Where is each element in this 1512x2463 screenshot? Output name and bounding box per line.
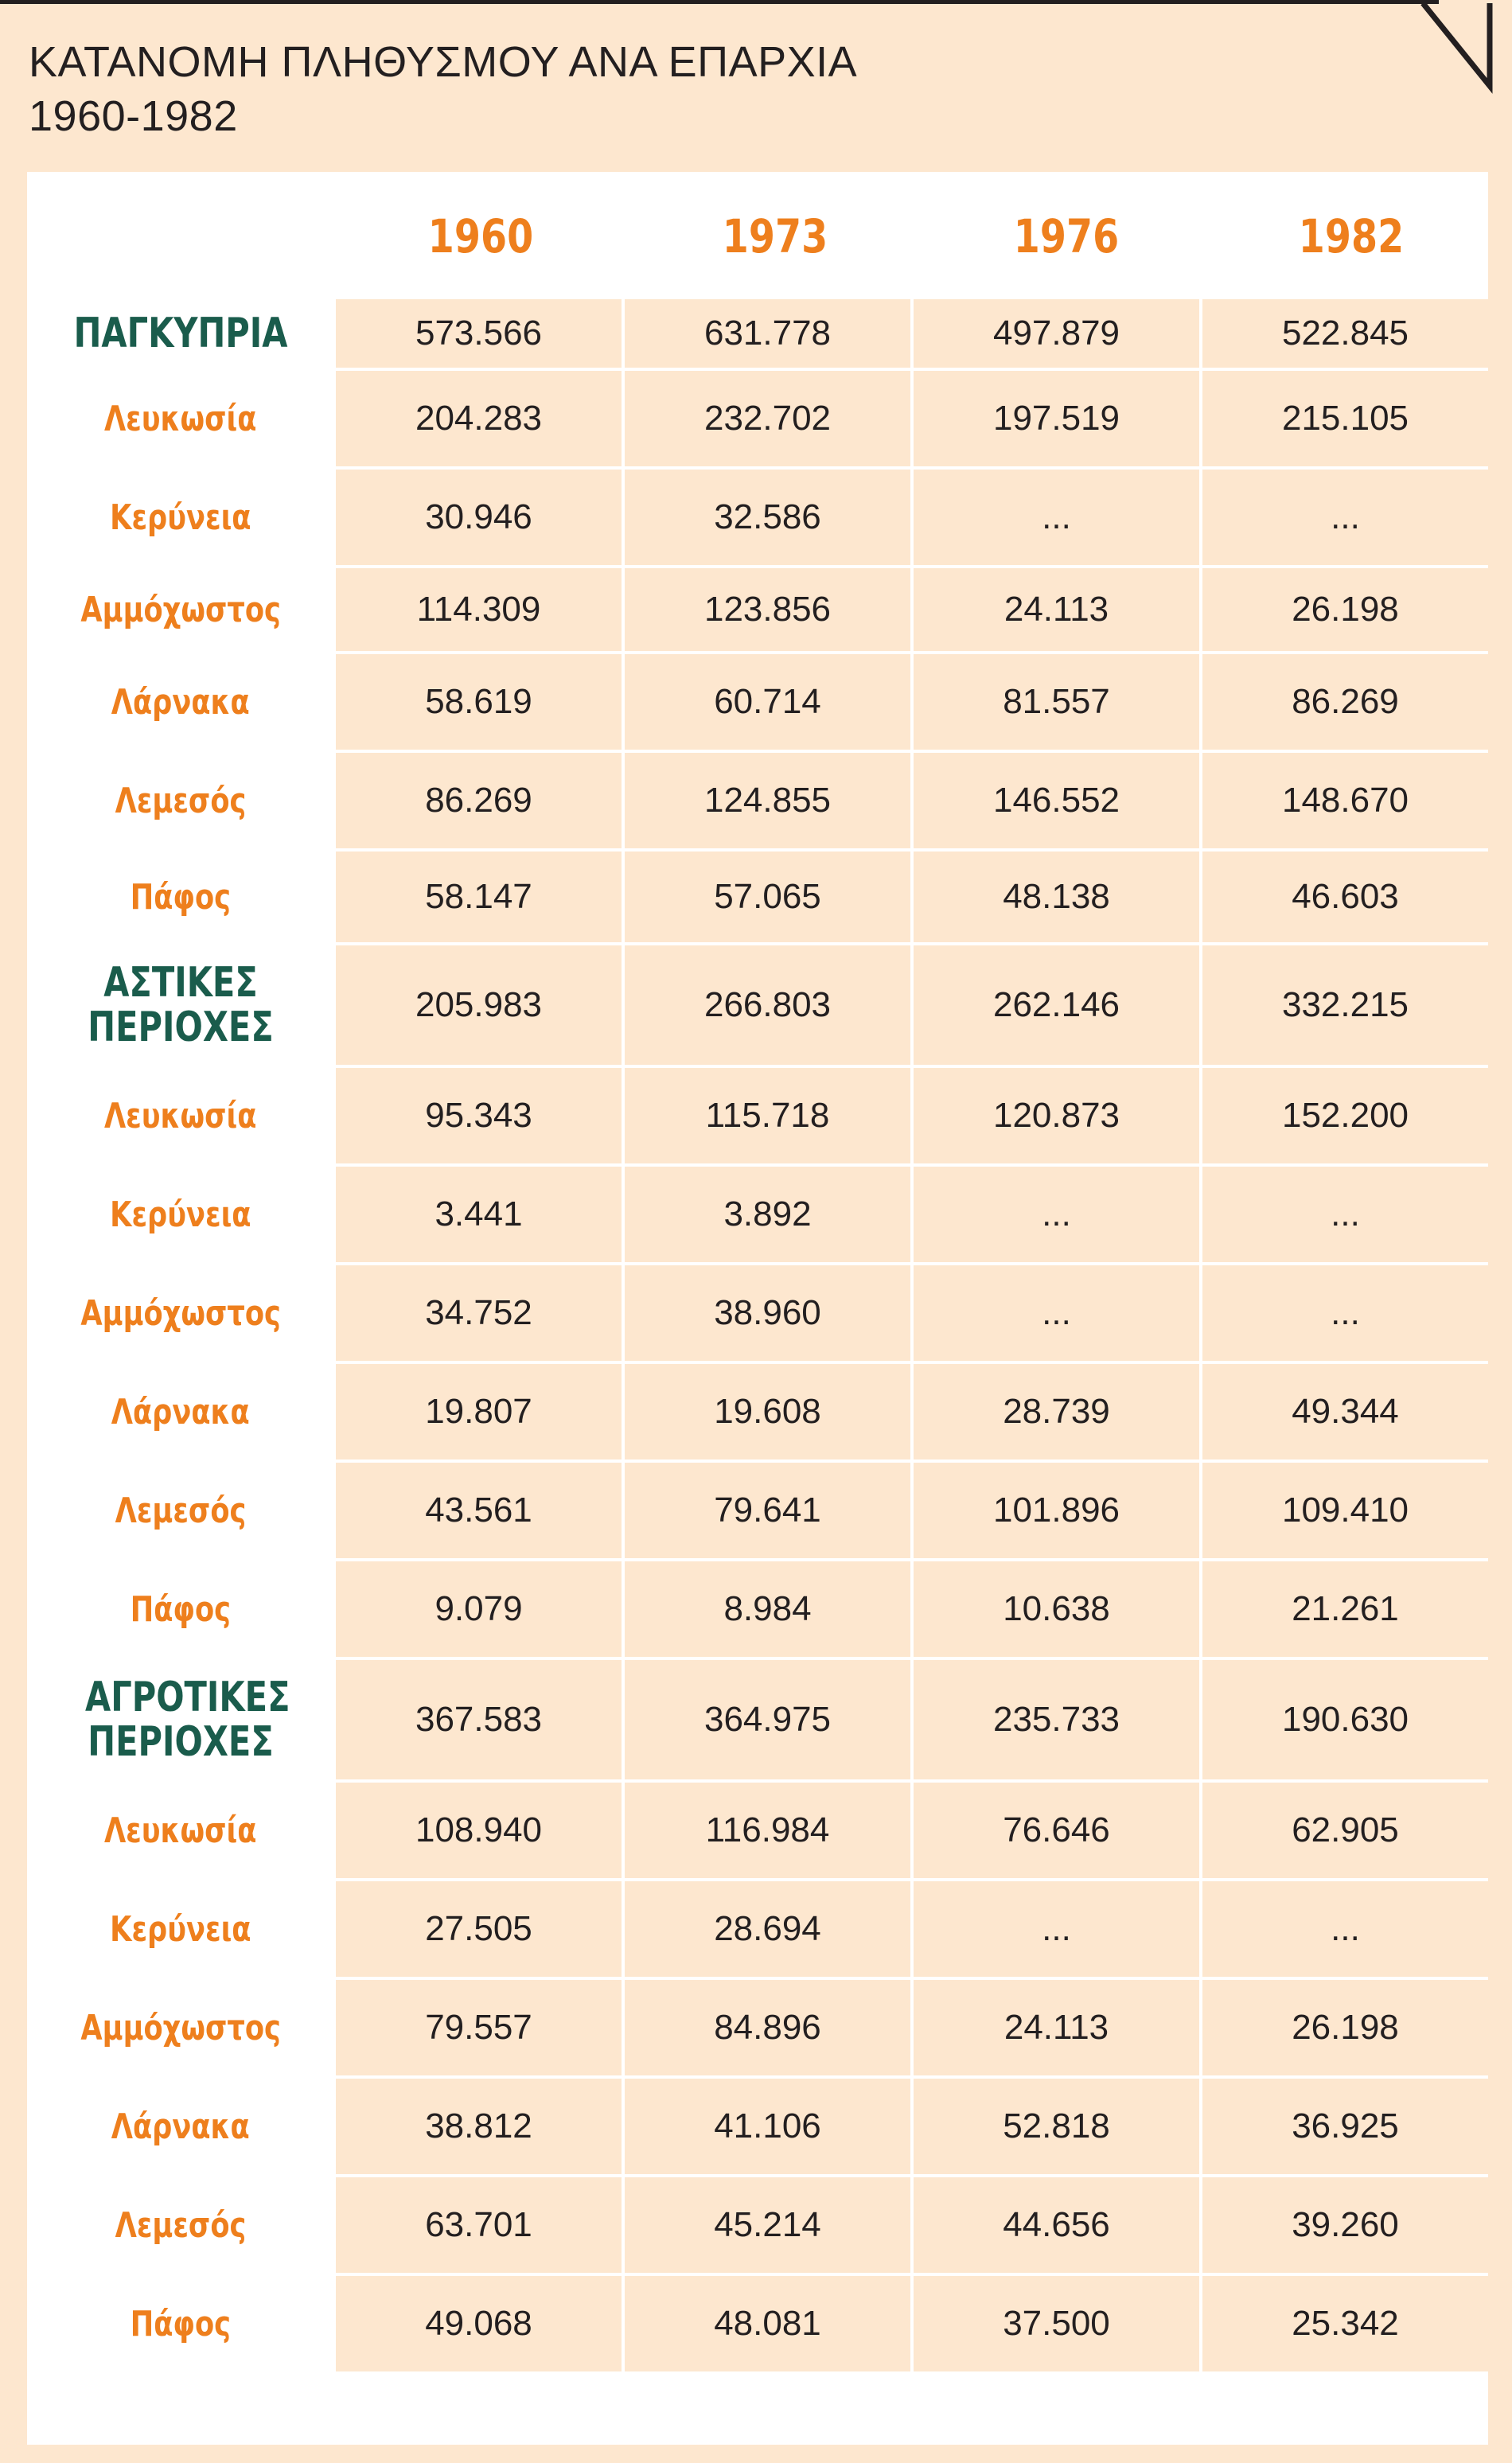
cell-1960: 3.441 xyxy=(336,1167,622,1262)
top-rule xyxy=(0,0,1439,4)
cell-1960: 38.812 xyxy=(336,2079,622,2174)
cell-1973: 19.608 xyxy=(625,1364,910,1459)
district-label xyxy=(27,1364,334,1459)
district-label xyxy=(27,1068,334,1163)
row-cells xyxy=(336,1364,1488,1459)
cell-1973: 123.856 xyxy=(625,568,910,651)
cell-1982: ... xyxy=(1202,470,1488,565)
cell-1973: 48.081 xyxy=(625,2276,910,2371)
cell-1982: 62.905 xyxy=(1202,1783,1488,1878)
row-cells xyxy=(336,1783,1488,1878)
cell-1976: 235.733 xyxy=(914,1660,1199,1779)
cell-1982: 522.845 xyxy=(1202,299,1488,368)
district-label xyxy=(27,654,334,750)
cell-1960: 573.566 xyxy=(336,299,622,368)
district-label xyxy=(27,371,334,466)
cell-1976: ... xyxy=(914,1167,1199,1262)
row-label-text: Πάφος xyxy=(130,1588,232,1630)
row-cells xyxy=(336,1463,1488,1558)
row-label-text: ΑΣΤΙΚΕΣ ΠΕΡΙΟΧΕΣ xyxy=(88,959,274,1051)
group-label xyxy=(27,945,334,1065)
year-header-1973: 1973 xyxy=(722,209,828,263)
row-label-text: Πάφος xyxy=(130,2303,232,2344)
cell-1960: 79.557 xyxy=(336,1980,622,2075)
cell-1976: 52.818 xyxy=(914,2079,1199,2174)
group-label xyxy=(27,299,334,368)
cell-1960: 108.940 xyxy=(336,1783,622,1878)
table-row xyxy=(27,1265,1488,1361)
table-row xyxy=(27,1068,1488,1163)
cell-1976: 120.873 xyxy=(914,1068,1199,1163)
table-group-row xyxy=(27,299,1488,368)
corner-arrow-decoration xyxy=(1417,0,1504,95)
district-label xyxy=(27,2177,334,2273)
row-cells xyxy=(336,945,1488,1065)
cell-1973: 84.896 xyxy=(625,1980,910,2075)
cell-1982: ... xyxy=(1202,1167,1488,1262)
table-group-row xyxy=(27,945,1488,1065)
row-label-text: Κερύνεια xyxy=(110,497,251,538)
row-cells xyxy=(336,568,1488,651)
title-line-2: 1960-1982 xyxy=(29,92,238,140)
row-label-text: Αμμόχωστος xyxy=(80,2007,281,2048)
population-table xyxy=(27,172,1488,2445)
cell-1973: 124.855 xyxy=(625,753,910,848)
cell-1973: 8.984 xyxy=(625,1561,910,1657)
cell-1982: 148.670 xyxy=(1202,753,1488,848)
row-label-text: ΠΑΓΚΥΠΡΙΑ xyxy=(73,310,288,357)
cell-1973: 32.586 xyxy=(625,470,910,565)
cell-1976: 44.656 xyxy=(914,2177,1199,2273)
cell-1976: ... xyxy=(914,470,1199,565)
table-row xyxy=(27,1881,1488,1977)
cell-1973: 45.214 xyxy=(625,2177,910,2273)
cell-1973: 232.702 xyxy=(625,371,910,466)
table-row xyxy=(27,1783,1488,1878)
page-title xyxy=(29,35,857,143)
table-row xyxy=(27,1463,1488,1558)
cell-1982: 109.410 xyxy=(1202,1463,1488,1558)
district-label xyxy=(27,852,334,942)
cell-1960: 9.079 xyxy=(336,1561,622,1657)
row-cells xyxy=(336,2276,1488,2371)
cell-1976: 262.146 xyxy=(914,945,1199,1065)
cell-1960: 27.505 xyxy=(336,1881,622,1977)
cell-1982: 26.198 xyxy=(1202,1980,1488,2075)
cell-1982: 190.630 xyxy=(1202,1660,1488,1779)
row-label-text: Κερύνεια xyxy=(110,1194,251,1235)
district-label xyxy=(27,1980,334,2075)
cell-1973: 364.975 xyxy=(625,1660,910,1779)
table-row xyxy=(27,371,1488,466)
table-row xyxy=(27,2079,1488,2174)
table-row xyxy=(27,568,1488,651)
cell-1976: 28.739 xyxy=(914,1364,1199,1459)
cell-1973: 631.778 xyxy=(625,299,910,368)
row-label-text: ΑΓΡΟΤΙΚΕΣ ΠΕΡΙΟΧΕΣ xyxy=(85,1674,290,1766)
cell-1982: 332.215 xyxy=(1202,945,1488,1065)
cell-1976: ... xyxy=(914,1265,1199,1361)
cell-1976: 197.519 xyxy=(914,371,1199,466)
table-row xyxy=(27,1980,1488,2075)
row-cells xyxy=(336,753,1488,848)
cell-1973: 38.960 xyxy=(625,1265,910,1361)
row-cells xyxy=(336,852,1488,942)
row-cells xyxy=(336,1881,1488,1977)
row-cells xyxy=(336,1167,1488,1262)
row-label-text: Αμμόχωστος xyxy=(80,589,281,630)
cell-1973: 3.892 xyxy=(625,1167,910,1262)
row-cells xyxy=(336,1068,1488,1163)
row-label-text: Λευκωσία xyxy=(104,1095,257,1136)
cell-1976: 81.557 xyxy=(914,654,1199,750)
district-label xyxy=(27,568,334,651)
cell-1960: 114.309 xyxy=(336,568,622,651)
cell-1976: 48.138 xyxy=(914,852,1199,942)
cell-1973: 116.984 xyxy=(625,1783,910,1878)
cell-1973: 79.641 xyxy=(625,1463,910,1558)
cell-1982: 86.269 xyxy=(1202,654,1488,750)
district-label xyxy=(27,1881,334,1977)
cell-1976: 76.646 xyxy=(914,1783,1199,1878)
row-label-text: Λευκωσία xyxy=(104,398,257,439)
table-row xyxy=(27,852,1488,942)
table-header-row xyxy=(27,172,1488,299)
cell-1960: 19.807 xyxy=(336,1364,622,1459)
cell-1982: 21.261 xyxy=(1202,1561,1488,1657)
cell-1976: 497.879 xyxy=(914,299,1199,368)
cell-1960: 58.147 xyxy=(336,852,622,942)
cell-1982: 49.344 xyxy=(1202,1364,1488,1459)
row-label-text: Πάφος xyxy=(130,876,232,918)
row-label-text: Λεμεσός xyxy=(115,780,247,821)
cell-1982: 215.105 xyxy=(1202,371,1488,466)
row-cells xyxy=(336,654,1488,750)
district-label xyxy=(27,2276,334,2371)
cell-1960: 63.701 xyxy=(336,2177,622,2273)
cell-1982: 39.260 xyxy=(1202,2177,1488,2273)
cell-1982: ... xyxy=(1202,1265,1488,1361)
row-label-text: Κερύνεια xyxy=(110,1908,251,1950)
cell-1982: 25.342 xyxy=(1202,2276,1488,2371)
row-cells xyxy=(336,2177,1488,2273)
row-cells xyxy=(336,1980,1488,2075)
cell-1973: 60.714 xyxy=(625,654,910,750)
cell-1976: 10.638 xyxy=(914,1561,1199,1657)
cell-1976: 146.552 xyxy=(914,753,1199,848)
cell-1960: 43.561 xyxy=(336,1463,622,1558)
district-label xyxy=(27,1265,334,1361)
table-row xyxy=(27,1561,1488,1657)
cell-1982: 46.603 xyxy=(1202,852,1488,942)
cell-1973: 57.065 xyxy=(625,852,910,942)
table-row xyxy=(27,2177,1488,2273)
year-header-1976: 1976 xyxy=(1013,209,1120,263)
row-cells xyxy=(336,371,1488,466)
row-cells xyxy=(336,1265,1488,1361)
cell-1960: 58.619 xyxy=(336,654,622,750)
row-label-text: Λεμεσός xyxy=(115,1490,247,1531)
cell-1976: ... xyxy=(914,1881,1199,1977)
cell-1960: 367.583 xyxy=(336,1660,622,1779)
cell-1960: 95.343 xyxy=(336,1068,622,1163)
row-cells xyxy=(336,299,1488,368)
district-label xyxy=(27,1561,334,1657)
row-cells xyxy=(336,1561,1488,1657)
row-cells xyxy=(336,1660,1488,1779)
table-row xyxy=(27,654,1488,750)
cell-1960: 204.283 xyxy=(336,371,622,466)
cell-1960: 34.752 xyxy=(336,1265,622,1361)
cell-1973: 28.694 xyxy=(625,1881,910,1977)
cell-1982: ... xyxy=(1202,1881,1488,1977)
cell-1976: 24.113 xyxy=(914,1980,1199,2075)
row-label-text: Λάρνακα xyxy=(111,1391,250,1432)
year-header-1982: 1982 xyxy=(1298,209,1405,263)
title-line-1: ΚΑΤΑΝΟΜΗ ΠΛΗΘΥΣΜΟΥ ΑΝΑ ΕΠΑΡΧΙΑ xyxy=(29,38,858,86)
district-label xyxy=(27,753,334,848)
row-label-text: Λεμεσός xyxy=(115,2204,247,2246)
district-label xyxy=(27,1783,334,1878)
cell-1960: 86.269 xyxy=(336,753,622,848)
table-row xyxy=(27,2276,1488,2371)
cell-1982: 152.200 xyxy=(1202,1068,1488,1163)
district-label xyxy=(27,470,334,565)
district-label xyxy=(27,1463,334,1558)
cell-1982: 36.925 xyxy=(1202,2079,1488,2174)
row-label-text: Λάρνακα xyxy=(111,681,250,723)
cell-1973: 115.718 xyxy=(625,1068,910,1163)
cell-1982: 26.198 xyxy=(1202,568,1488,651)
table-row xyxy=(27,1364,1488,1459)
row-label-text: Λάρνακα xyxy=(111,2106,250,2147)
cell-1976: 24.113 xyxy=(914,568,1199,651)
cell-1973: 41.106 xyxy=(625,2079,910,2174)
row-label-text: Αμμόχωστος xyxy=(80,1292,281,1334)
row-cells xyxy=(336,470,1488,565)
cell-1976: 101.896 xyxy=(914,1463,1199,1558)
row-label-text: Λευκωσία xyxy=(104,1810,257,1851)
cell-1960: 205.983 xyxy=(336,945,622,1065)
table-group-row xyxy=(27,1660,1488,1779)
group-label xyxy=(27,1660,334,1779)
cell-1960: 30.946 xyxy=(336,470,622,565)
year-header-1960: 1960 xyxy=(427,209,534,263)
cell-1976: 37.500 xyxy=(914,2276,1199,2371)
cell-1973: 266.803 xyxy=(625,945,910,1065)
table-row xyxy=(27,753,1488,848)
cell-1960: 49.068 xyxy=(336,2276,622,2371)
table-row xyxy=(27,1167,1488,1262)
table-row xyxy=(27,470,1488,565)
row-cells xyxy=(336,2079,1488,2174)
district-label xyxy=(27,1167,334,1262)
district-label xyxy=(27,2079,334,2174)
